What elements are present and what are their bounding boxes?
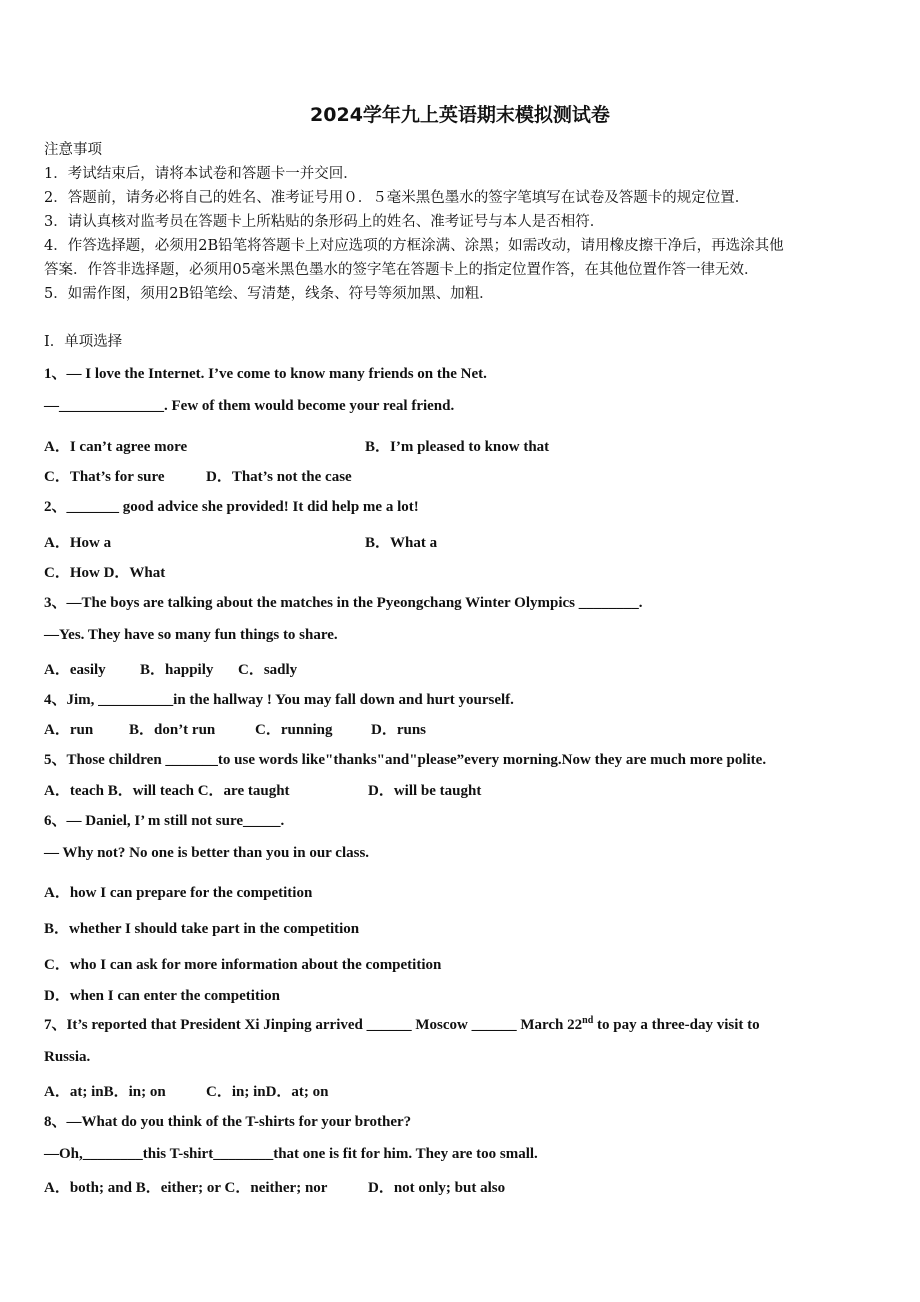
q1-option-c[interactable]: C．That’s for sure (44, 469, 165, 485)
q7-text-before: 7、It’s reported that President Xi Jinping arrived ______ Moscow ______ March 22 (44, 1017, 583, 1033)
q8-option-abc[interactable]: A．both; and B．either; or C．neither; nor (44, 1180, 328, 1196)
q7-option-cd[interactable]: C．in; inD．at; on (206, 1084, 329, 1100)
q4-option-b[interactable]: B．don’t run (129, 722, 216, 738)
q7-text-after: to pay a three-day visit to (593, 1017, 760, 1033)
page-title: 2024学年九上英语期末模拟测试卷 (310, 104, 610, 126)
q8-option-d[interactable]: D．not only; but also (368, 1180, 506, 1196)
q2-option-a[interactable]: A．How a (44, 535, 112, 551)
question-6-stem: 6、— Daniel, I’ m still not sure_____. (44, 813, 285, 829)
q5-option-abc[interactable]: A．teach B．will teach C．are taught (44, 783, 290, 799)
q6-option-c[interactable]: C．who I can ask for more information about the competition (44, 957, 442, 973)
question-8-stem: 8、—What do you think of the T-shirts for your brother? (44, 1114, 412, 1130)
q6-option-a[interactable]: A．how I can prepare for the competition (44, 885, 313, 901)
question-6-response: — Why not? No one is better than you in our class. (44, 845, 370, 861)
q7-option-ab[interactable]: A．at; inB．in; on (44, 1084, 166, 1100)
q3-option-b[interactable]: B．happily (140, 662, 214, 678)
section-heading: Ⅰ．单项选择 (44, 334, 123, 350)
notice-item: 答案．作答非选择题，必须用05毫米黑色墨水的签字笔在答题卡上的指定位置作答，在其他位置作答一律无效． (44, 262, 759, 278)
question-3-stem: 3、—The boys are talking about the matches in the Pyeongchang Winter Olympics ________. (44, 595, 643, 611)
question-7-stem-cont: Russia. (44, 1049, 91, 1065)
notice-item: 4．作答选择题，必须用2B铅笔将答题卡上对应选项的方框涂满、涂黑；如需改动，请用橡皮擦干净后，再选涂其他 (44, 238, 784, 254)
notice-heading: 注意事项 (44, 142, 102, 158)
q3-option-c[interactable]: C．sadly (238, 662, 298, 678)
notice-item: 5．如需作图，须用2B铅笔绘、写清楚，线条、符号等须加黑、加粗． (44, 286, 494, 302)
question-3-response: —Yes. They have so many fun things to share. (44, 627, 338, 643)
notice-block (44, 138, 884, 306)
notice-item: 2．答题前，请务必将自己的姓名、准考证号用０．５毫米黑色墨水的签字笔填写在试卷及答题卡的规定位置． (44, 190, 750, 206)
q2-option-b[interactable]: B．What a (365, 535, 438, 551)
q5-option-d[interactable]: D．will be taught (368, 783, 482, 799)
q6-option-b[interactable]: B．whether I should take part in the competition (44, 921, 360, 937)
question-1-stem: 1、— I love the Internet. I’ve come to know many friends on the Net. (44, 366, 487, 382)
q6-option-d[interactable]: D．when I can enter the competition (44, 988, 280, 1004)
question-1-response: —______________. Few of them would become your real friend. (44, 398, 455, 414)
q4-option-d[interactable]: D．runs (371, 722, 427, 738)
q4-option-c[interactable]: C．running (255, 722, 333, 738)
question-5-stem: 5、Those children _______to use words like"thanks"and"please”every morning.Now they are much more polite. (44, 752, 767, 768)
question-2-stem: 2、_______ good advice she provided! It did help me a lot! (44, 499, 419, 515)
q1-option-b[interactable]: B．I’m pleased to know that (365, 439, 550, 455)
q1-option-a[interactable]: A．I can’t agree more (44, 439, 188, 455)
notice-item: 1．考试结束后，请将本试卷和答题卡一并交回． (44, 166, 358, 182)
notice-item: 3．请认真核对监考员在答题卡上所粘贴的条形码上的姓名、准考证号与本人是否相符． (44, 214, 605, 230)
q1-option-d[interactable]: D．That’s not the case (206, 469, 352, 485)
q3-option-a[interactable]: A．easily (44, 662, 106, 678)
q2-option-cd[interactable]: C．How D．What (44, 565, 166, 581)
q4-option-a[interactable]: A．run (44, 722, 94, 738)
q7-superscript: nd (582, 1015, 594, 1026)
question-7-stem (44, 1013, 760, 1034)
question-8-response: —Oh,________this T-shirt________that one is fit for him. They are too small. (44, 1146, 538, 1162)
question-4-stem: 4、Jim, __________in the hallway ! You may fall down and hurt yourself. (44, 692, 514, 708)
